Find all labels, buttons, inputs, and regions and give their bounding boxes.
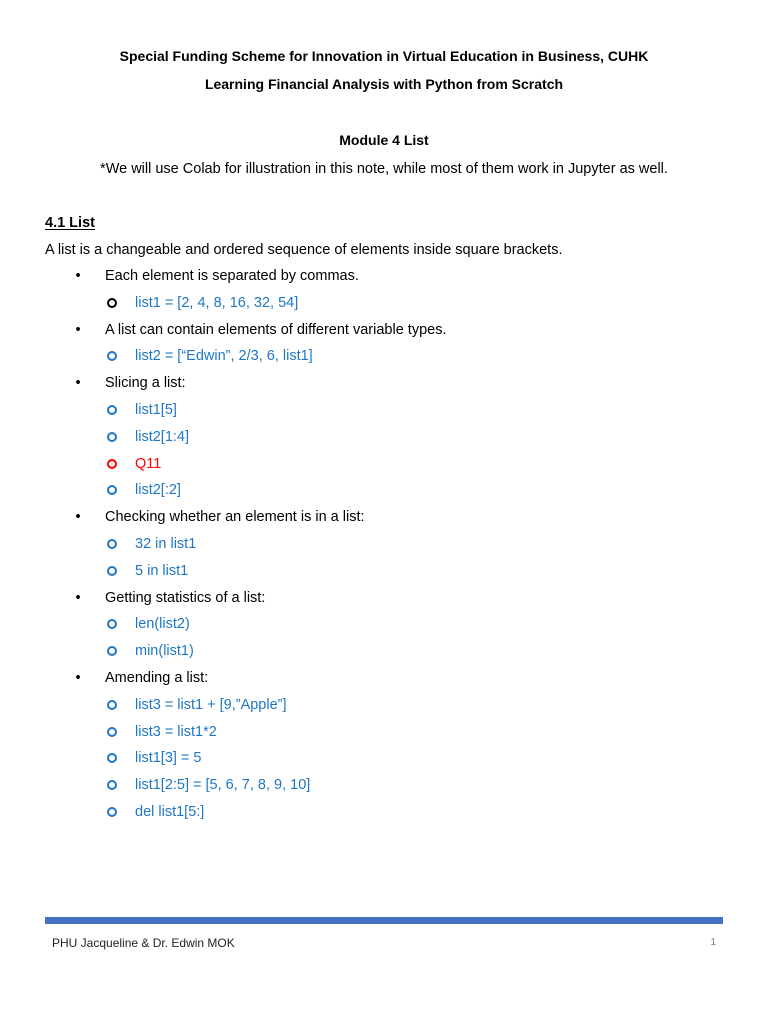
bullet-dot-icon: • xyxy=(75,321,81,338)
code-snippet: list1 = [2, 4, 8, 16, 32, 54] xyxy=(135,294,299,311)
hollow-circle-bullet-icon xyxy=(107,566,117,576)
colab-note: *We will use Colab for illustration in this note, while most of them work in Jupyter as well. xyxy=(100,161,668,177)
bullet-text: Getting statistics of a list: xyxy=(105,589,266,606)
bullet-text: Amending a list: xyxy=(105,670,209,686)
bullet-dot-icon: • xyxy=(75,589,81,606)
bullet-dot-icon: • xyxy=(75,268,81,284)
code-snippet: min(list1) xyxy=(135,643,194,660)
code-snippet: list3 = list1 + [9,”Apple”] xyxy=(135,696,287,713)
hollow-circle-bullet-icon xyxy=(107,646,117,656)
module-title: Module 4 List xyxy=(339,132,429,148)
hollow-circle-bullet-icon xyxy=(107,432,117,442)
section-heading: 4.1 List xyxy=(45,215,95,231)
bullet-dot-icon: • xyxy=(75,375,81,392)
scheme-title: Special Funding Scheme for Innovation in Virtual Education in Business, CUHK xyxy=(119,48,649,64)
code-snippet: list2 = [“Edwin”, 2/3, 6, list1] xyxy=(135,348,313,365)
footer-authors: PHU Jacqueline & Dr. Edwin MOK xyxy=(52,936,235,950)
code-snippet: list2[1:4] xyxy=(135,428,189,445)
bullet-text: A list can contain elements of different variable types. xyxy=(105,321,447,338)
hollow-circle-bullet-icon xyxy=(107,298,117,308)
hollow-circle-bullet-icon xyxy=(107,619,117,629)
hollow-circle-bullet-icon xyxy=(107,405,117,415)
footer-rule xyxy=(45,917,723,924)
code-snippet: list2[:2] xyxy=(135,482,181,499)
code-snippet: 32 in list1 xyxy=(135,536,197,552)
bullet-dot-icon: • xyxy=(75,509,81,526)
page-number: 1 xyxy=(710,937,716,948)
bullet-text: Each element is separated by commas. xyxy=(105,268,359,284)
hollow-circle-bullet-icon xyxy=(107,727,117,737)
course-title: Learning Financial Analysis with Python from Scratch xyxy=(204,76,564,92)
hollow-circle-bullet-icon xyxy=(107,485,117,495)
section-intro: A list is a changeable and ordered sequence of elements inside square brackets. xyxy=(45,242,563,258)
code-snippet: list1[3] = 5 xyxy=(135,750,202,767)
bullet-text: Slicing a list: xyxy=(105,375,186,392)
hollow-circle-bullet-icon xyxy=(107,351,117,361)
code-snippet: list3 = list1*2 xyxy=(135,723,217,740)
hollow-circle-bullet-icon xyxy=(107,780,117,790)
bullet-dot-icon: • xyxy=(75,670,81,686)
hollow-circle-bullet-icon xyxy=(107,700,117,710)
code-snippet: len(list2) xyxy=(135,616,190,633)
hollow-circle-bullet-icon xyxy=(107,753,117,763)
code-snippet: list1[5] xyxy=(135,402,177,418)
hollow-circle-bullet-icon xyxy=(107,539,117,549)
question-label: Q11 xyxy=(135,455,162,472)
bullet-text: Checking whether an element is in a list: xyxy=(105,509,365,526)
code-snippet: 5 in list1 xyxy=(135,562,189,579)
code-snippet: del list1[5:] xyxy=(135,804,205,820)
code-snippet: list1[2:5] = [5, 6, 7, 8, 9, 10] xyxy=(135,777,311,794)
hollow-circle-bullet-icon xyxy=(107,807,117,817)
hollow-circle-bullet-icon xyxy=(107,459,117,469)
